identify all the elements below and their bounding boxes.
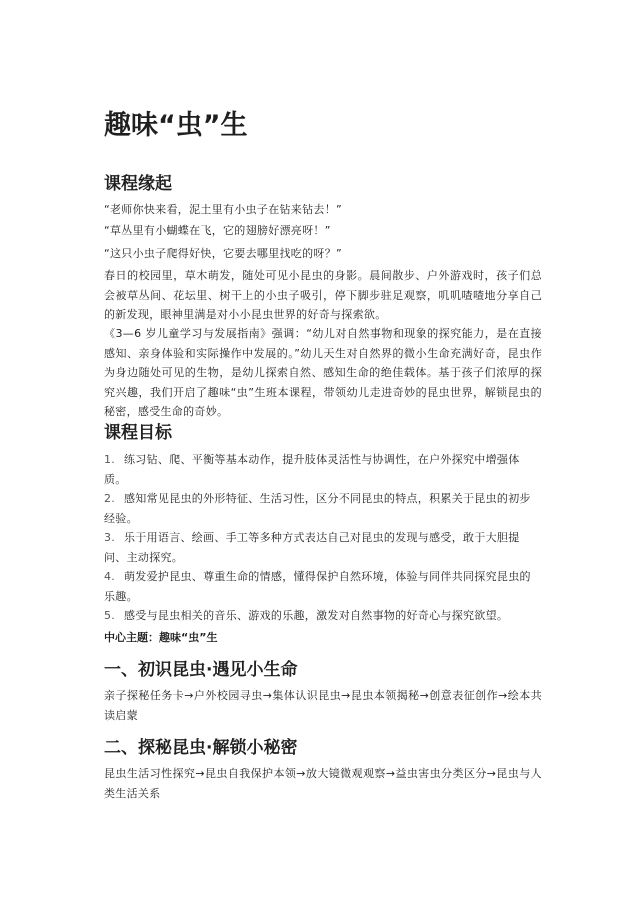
goal-text: 练习钻、爬、平衡等基本动作，提升肢体灵活性与协调性，在户外探究中增强体质。 xyxy=(104,453,520,486)
part1-flow: 亲子探秘任务卡→户外校园寻虫→集体认识昆虫→昆虫本领揭秘→创意表征创作→绘本共读启蒙 xyxy=(104,689,542,722)
section-heading-goals: 课程目标 xyxy=(104,423,172,443)
goal-item xyxy=(104,528,542,567)
goal-text: 感受与昆虫相关的音乐、游戏的乐趣，激发对自然事物的好奇心与探究欲望。 xyxy=(124,609,509,622)
goal-number: 1. xyxy=(104,453,116,466)
goal-text: 萌发爱护昆虫、尊重生命的情感，懂得保护自然环境，体验与同伴共同探究昆虫的乐趣。 xyxy=(104,570,531,603)
goal-number: 3. xyxy=(104,531,116,544)
goal-text: 乐于用语言、绘画、手工等多种方式表达自己对昆虫的发现与感受，敢于大胆提问、主动探究。 xyxy=(104,531,520,564)
part2-flow: 昆虫生活习性探究→昆虫自我保护本领→放大镜微观观察→益虫害虫分类区分→昆虫与人类生活关系 xyxy=(104,767,542,800)
goal-number: 4. xyxy=(104,570,116,583)
goal-item xyxy=(104,606,542,626)
origin-paragraph-1: 春日的校园里，草木萌发，随处可见小昆虫的身影。晨间散步、户外游戏时，孩子们总会被草丛间、花坛里、树干上的小虫子吸引，停下脚步驻足观察，叽叽喳喳地分享自己的新发现，眼神里满是对小小昆虫世界的好奇与探索欲。 xyxy=(104,269,542,321)
section-heading-part2: 二、探秘昆虫·解锁小秘密 xyxy=(104,738,298,758)
origin-paragraph-2: 《3—6 岁儿童学习与发展指南》强调：“幼儿对自然事物和现象的探究能力，是在直接感知、亲身体验和实际操作中发展的。”幼儿天生对自然界的微小生命充满好奇，昆虫作为身边随处可见的生物，是幼儿探索自然、感知生命的绝佳载体。基于孩子们浓厚的探究兴趣，我们开启了趣味“虫”生班本课程，带领幼儿走进奇妙的昆虫世界，解锁昆虫的秘密，感受生命的奇妙。 xyxy=(104,327,542,418)
section-heading-origin: 课程缘起 xyxy=(104,174,172,194)
central-theme: 中心主题：趣味“虫”生 xyxy=(104,631,218,644)
section-heading-part1: 一、初识昆虫·遇见小生命 xyxy=(104,660,298,680)
goal-item xyxy=(104,489,542,528)
quote-2: “草丛里有小蝴蝶在飞，它的翅膀好漂亮呀！” xyxy=(104,224,331,237)
quote-3: “这只小虫子爬得好快，它要去哪里找吃的呀？” xyxy=(104,247,342,260)
goal-text: 感知常见昆虫的外形特征、生活习性，区分不同昆虫的特点，积累关于昆虫的初步经验。 xyxy=(104,492,531,525)
page-title: 趣味“虫”生 xyxy=(104,110,248,141)
goal-item xyxy=(104,567,542,606)
goal-item xyxy=(104,450,542,489)
goal-number: 5. xyxy=(104,609,116,622)
quote-1: “老师你快来看，泥土里有小虫子在钻来钻去！” xyxy=(104,203,342,216)
goal-number: 2. xyxy=(104,492,116,505)
